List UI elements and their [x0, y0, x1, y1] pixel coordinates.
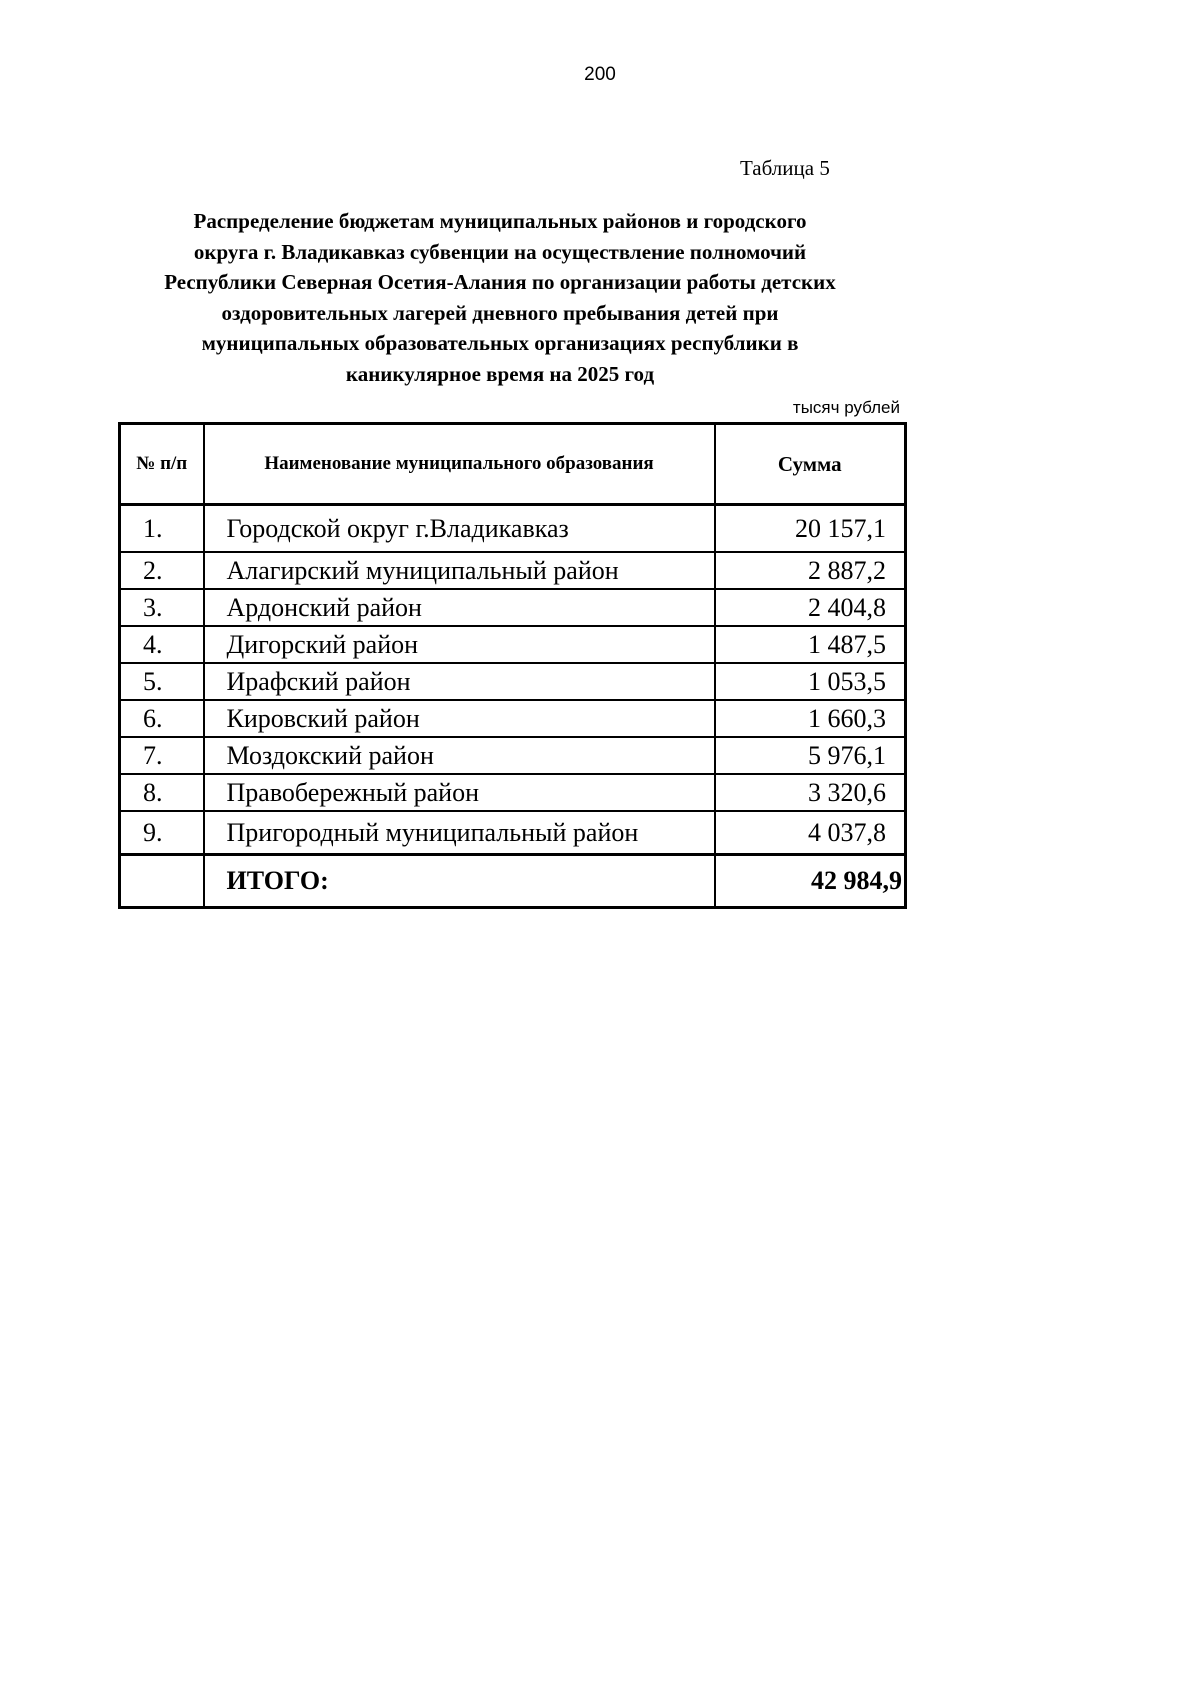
row-number: 9.: [120, 811, 204, 855]
table-row: [120, 700, 906, 737]
row-name: Кировский район: [204, 700, 715, 737]
row-name: Пригородный муниципальный район: [204, 811, 715, 855]
row-sum: 2 404,8: [715, 589, 906, 626]
row-number: 7.: [120, 737, 204, 774]
row-number: 5.: [120, 663, 204, 700]
row-name: Ирафский район: [204, 663, 715, 700]
table-row: [120, 737, 906, 774]
header-number: № п/п: [120, 424, 204, 505]
header-sum: Сумма: [715, 424, 906, 505]
header-name: Наименование муниципального образования: [204, 424, 715, 505]
distribution-table: [118, 422, 907, 909]
title-line: каникулярное время на 2025 год: [345, 361, 655, 386]
row-sum: 1 660,3: [715, 700, 906, 737]
total-label: ИТОГО:: [204, 855, 715, 908]
title-line: округа г. Владикавказ субвенции на осуществление полномочий: [193, 239, 807, 264]
row-sum: 1 487,5: [715, 626, 906, 663]
table-row: [120, 505, 906, 553]
row-name: Дигорский район: [204, 626, 715, 663]
units-label: тысяч рублей: [792, 398, 900, 417]
row-sum: 3 320,6: [715, 774, 906, 811]
page-number: 200: [584, 64, 616, 85]
row-sum: 2 887,2: [715, 552, 906, 589]
row-number: 8.: [120, 774, 204, 811]
row-name: Ардонский район: [204, 589, 715, 626]
table-row: [120, 589, 906, 626]
table-row: [120, 774, 906, 811]
table-row: [120, 811, 906, 855]
row-name: Правобережный район: [204, 774, 715, 811]
table-row: [120, 663, 906, 700]
row-name: Моздокский район: [204, 737, 715, 774]
row-name: Алагирский муниципальный район: [204, 552, 715, 589]
row-sum: 4 037,8: [715, 811, 906, 855]
title-line: муниципальных образовательных организациях республики в: [201, 331, 799, 355]
table-row: [120, 626, 906, 663]
row-name: Городской округ г.Владикавказ: [204, 505, 715, 553]
row-sum: 1 053,5: [715, 663, 906, 700]
title-line: Распределение бюджетам муниципальных районов и городского: [193, 209, 807, 233]
row-number: 3.: [120, 589, 204, 626]
row-sum: 20 157,1: [715, 505, 906, 553]
row-number: 1.: [120, 505, 204, 553]
table-label: Таблица 5: [740, 156, 830, 180]
total-row: [120, 855, 906, 908]
row-sum: 5 976,1: [715, 737, 906, 774]
row-number: 6.: [120, 700, 204, 737]
document-title: [100, 206, 900, 389]
row-number: 2.: [120, 552, 204, 589]
title-line: оздоровительных лагерей дневного пребывания детей при: [221, 300, 779, 325]
title-line: Республики Северная Осетия-Алания по организации работы детских: [164, 270, 836, 294]
table-header-row: [120, 424, 906, 505]
total-empty-cell: [120, 855, 204, 908]
table-row: [120, 552, 906, 589]
row-number: 4.: [120, 626, 204, 663]
total-sum: 42 984,9: [715, 855, 906, 908]
